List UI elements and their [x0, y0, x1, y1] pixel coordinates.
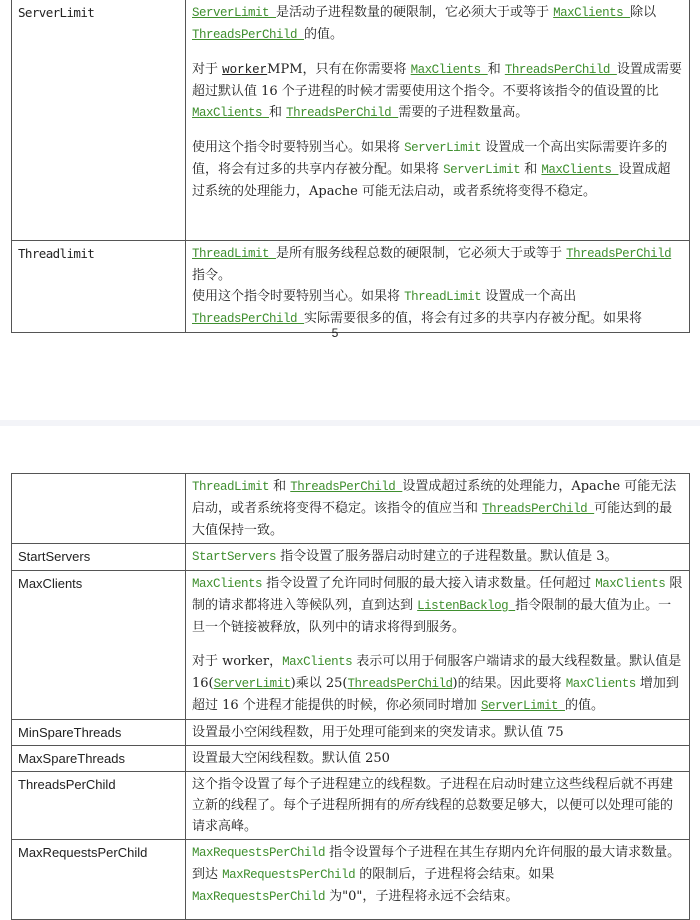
directive-description [186, 840, 690, 920]
directive-code: MaxClients [282, 655, 353, 669]
directive-name: ServerLimit [12, 0, 186, 241]
directive-link[interactable]: MaxClients [553, 6, 631, 20]
text-span: 设置最大空闲线程数。默认值 250 [192, 751, 390, 766]
directive-link[interactable]: MaxClients [541, 163, 619, 177]
paragraph [192, 722, 683, 743]
text-span: 和 [520, 162, 542, 177]
directive-code: MaxClients [192, 577, 263, 591]
table-row [12, 720, 690, 746]
paragraph [192, 748, 683, 769]
text-span: 是活动子进程数量的硬限制，它必须大于或等于 [276, 5, 554, 20]
text-span: 除以 [630, 5, 657, 20]
directive-description [186, 772, 690, 840]
document-page-6 [0, 426, 700, 904]
text-span: 线程的总数要足够大，以便可以处理可能的请求高峰。 [192, 798, 674, 834]
paragraph [192, 842, 683, 908]
directive-name: Threadlimit [12, 241, 186, 333]
text-span: 是所有服务线程总数的硬限制，它必须大于或等于 [276, 246, 567, 261]
directive-description [186, 474, 690, 544]
directive-code: ThreadLimit [404, 290, 482, 304]
table-row [12, 840, 690, 920]
directive-code: ThreadLimit [192, 480, 270, 494]
text-span: 实际需要很多的值，将会有过多的共享内存被分配。如果将 [304, 311, 643, 326]
text-span: 为"0"，子进程将永远不会结束。 [325, 889, 519, 904]
table-row [12, 544, 690, 571]
paragraph [192, 651, 683, 717]
text-span: 和 [487, 62, 505, 77]
text-span: 增加到超过 16 个进程才能提供的时候，你必须同时增加 [192, 676, 679, 713]
directive-code: ServerLimit [443, 163, 521, 177]
directive-description [186, 544, 690, 571]
text-span: 指令设置了服务器启动时建立的子进程数量。默认值是 3。 [276, 549, 618, 564]
directive-name: MaxClients [12, 571, 186, 720]
directive-link[interactable]: ThreadsPerChild [504, 63, 617, 77]
paragraph [192, 286, 683, 330]
paragraph [192, 774, 683, 837]
text-span: 使用这个指令时要特别当心。如果将 [192, 140, 405, 155]
table-row [12, 571, 690, 720]
text-span: 指令。 [192, 268, 232, 283]
directive-name: MaxSpareThreads [12, 746, 186, 772]
directive-link[interactable]: ThreadsPerChild [192, 312, 305, 326]
text-span: 对于 worker， [192, 654, 283, 669]
text-span: 的值。 [304, 27, 344, 42]
directive-description [186, 746, 690, 772]
document-page-5 [0, 0, 700, 420]
directive-code: StartServers [192, 550, 277, 564]
directive-link[interactable]: ServerLimit [192, 6, 277, 20]
directive-link[interactable]: ThreadsPerChild [566, 247, 672, 261]
directive-link[interactable]: MaxClients [192, 106, 270, 120]
text-span: 可能达到的最大值保持一致。 [192, 501, 673, 538]
text-span: 设置最小空闲线程数，用于处理可能到来的突发请求。默认值 75 [192, 725, 564, 740]
directive-link[interactable]: ThreadsPerChild [347, 677, 453, 691]
paragraph [192, 546, 683, 568]
text-span: 使用这个指令时要特别当心。如果将 [192, 289, 405, 304]
paragraph [192, 2, 683, 46]
table-row [12, 241, 690, 333]
text-span: 指令限制的最大值为止。一旦一个链接被释放，队列中的请求将得到服务。 [192, 598, 672, 635]
directive-link[interactable]: MaxClients [410, 63, 488, 77]
text-span: 的限制后，子进程将会结束。如果 [355, 867, 555, 882]
text-span: 表示可以用于伺服客户端请求的最大线程数量。默认值是 16( [192, 654, 682, 691]
text-span: worker [222, 63, 268, 77]
text-span: 设置成一个高出 [481, 289, 577, 304]
text-span: 限制的请求都将进入等候队列，直到达到 [192, 576, 683, 613]
paragraph [192, 243, 683, 286]
directive-description [186, 720, 690, 746]
table-row [12, 474, 690, 544]
directive-name: StartServers [12, 544, 186, 571]
text-span: 对于 [192, 62, 223, 77]
directive-code: MaxRequestsPerChild [192, 890, 326, 904]
paragraph [192, 137, 683, 202]
text-span: )乘以 25( [290, 676, 348, 691]
text-span: 指令设置每个子进程在其生存期内允许伺服的最大请求数量。到达 [192, 845, 681, 882]
directive-link[interactable]: ThreadLimit [192, 247, 277, 261]
table-row [12, 772, 690, 840]
text-span: 设置成需要超过默认值 16 个子进程的时候才需要使用这个指令。不要将该指令的值设置的比 [192, 62, 682, 99]
directive-description [186, 241, 690, 333]
directive-code: MaxClients [565, 677, 636, 691]
directive-table-page-6 [11, 473, 690, 920]
directive-link[interactable]: ThreadsPerChild [286, 106, 399, 120]
text-span: MPM，只有在你需要将 [267, 62, 411, 77]
directive-name: ThreadsPerChild [12, 772, 186, 840]
directive-code: MaxClients [595, 577, 666, 591]
paragraph [192, 476, 683, 541]
directive-link[interactable]: ThreadsPerChild [482, 502, 595, 516]
text-span: 设置成超过系统的处理能力，Apache 可能无法启动，或者系统将变得不稳定。该指令的值应当和 [192, 479, 677, 516]
directive-link[interactable]: ServerLimit [213, 677, 291, 691]
directive-link[interactable]: ThreadsPerChild [290, 480, 403, 494]
directive-description [186, 0, 690, 241]
directive-name: MinSpareThreads [12, 720, 186, 746]
table-row [12, 0, 690, 241]
directive-code: MaxRequestsPerChild [222, 868, 356, 882]
paragraph [192, 573, 683, 638]
directive-table-page-5 [11, 0, 690, 333]
text-span: 指令设置了允许同时伺服的最大接入请求数量。任何超过 [262, 576, 596, 591]
paragraph [192, 59, 683, 124]
page-number: 5 [331, 326, 339, 340]
text-span: 和 [269, 479, 291, 494]
text-span: 需要的子进程数量高。 [398, 105, 529, 120]
directive-name [12, 474, 186, 544]
text-span: 和 [269, 105, 287, 120]
directive-code: MaxRequestsPerChild [192, 846, 326, 860]
directive-link[interactable]: ThreadsPerChild [192, 28, 305, 42]
text-span: 的值。 [564, 698, 604, 713]
directive-description [186, 571, 690, 720]
text-span: 所有 [400, 798, 427, 813]
text-span: )的结果。因此要将 [452, 676, 566, 691]
directive-code: ServerLimit [404, 141, 482, 155]
directive-name: MaxRequestsPerChild [12, 840, 186, 920]
table-row [12, 746, 690, 772]
text-span: 设置成一个高出实际需要许多的值，将会有过多的共享内存被分配。如果将 [192, 140, 668, 177]
text-span: 这个指令设置了每个子进程建立的线程数。子进程在启动时建立这些线程后就不再建立新的线程了。每个子进程所拥有的 [192, 777, 674, 813]
text-span: 设置成超过系统的处理能力，Apache 可能无法启动，或者系统将变得不稳定。 [192, 162, 671, 199]
directive-link[interactable]: ListenBacklog [417, 599, 516, 613]
directive-link[interactable]: ServerLimit [480, 699, 565, 713]
